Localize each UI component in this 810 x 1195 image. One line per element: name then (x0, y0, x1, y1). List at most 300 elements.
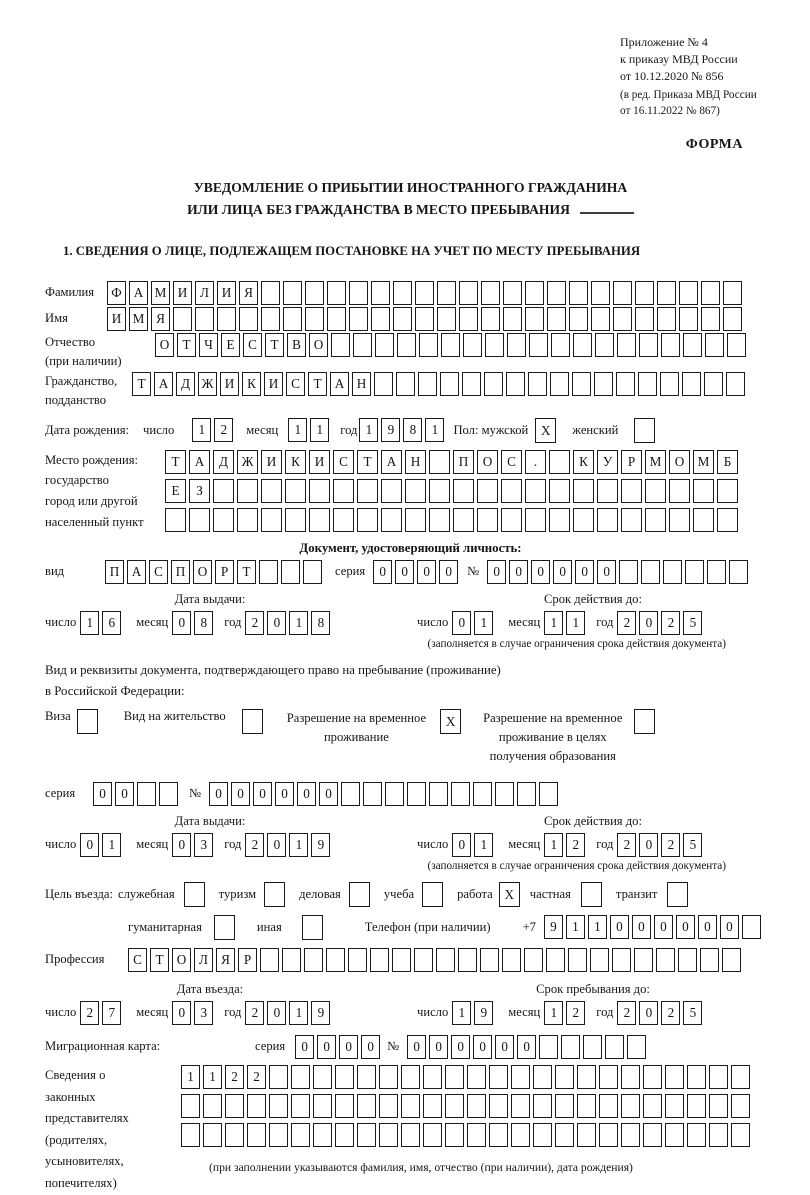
char-box[interactable]: 0 (395, 560, 414, 584)
char-box[interactable] (283, 281, 302, 305)
char-box[interactable] (357, 508, 378, 532)
purpose-tourism-checkbox[interactable] (264, 882, 285, 907)
char-box[interactable] (423, 1123, 442, 1147)
char-box[interactable] (282, 948, 301, 972)
char-box[interactable]: Я (216, 948, 235, 972)
char-box[interactable] (385, 782, 404, 806)
char-box[interactable]: О (309, 333, 328, 357)
char-box[interactable] (353, 333, 372, 357)
char-box[interactable] (381, 479, 402, 503)
char-box[interactable] (159, 782, 178, 806)
char-box[interactable] (555, 1094, 574, 1118)
char-box[interactable] (549, 508, 570, 532)
char-box[interactable] (357, 479, 378, 503)
char-box[interactable]: 3 (194, 833, 213, 857)
char-box[interactable] (529, 333, 548, 357)
char-box[interactable] (261, 479, 282, 503)
char-box[interactable]: 0 (452, 833, 471, 857)
char-box[interactable] (327, 307, 346, 331)
char-box[interactable]: Т (132, 372, 151, 396)
char-box[interactable]: 0 (575, 560, 594, 584)
char-box[interactable]: Т (237, 560, 256, 584)
char-box[interactable] (717, 479, 738, 503)
char-box[interactable] (335, 1123, 354, 1147)
char-box[interactable] (722, 948, 741, 972)
char-box[interactable] (281, 560, 300, 584)
char-box[interactable] (727, 333, 746, 357)
purpose-study-checkbox[interactable] (422, 882, 443, 907)
char-box[interactable] (484, 372, 503, 396)
char-box[interactable]: А (189, 450, 210, 474)
char-box[interactable] (663, 560, 682, 584)
char-box[interactable] (621, 1094, 640, 1118)
char-box[interactable] (511, 1065, 530, 1089)
char-box[interactable]: Я (151, 307, 170, 331)
char-box[interactable]: 2 (225, 1065, 244, 1089)
char-box[interactable]: 2 (661, 833, 680, 857)
char-box[interactable]: П (105, 560, 124, 584)
char-box[interactable]: 0 (407, 1035, 426, 1059)
char-box[interactable]: А (154, 372, 173, 396)
char-box[interactable]: 1 (289, 1001, 308, 1025)
char-box[interactable] (549, 479, 570, 503)
char-box[interactable]: 0 (487, 560, 506, 584)
char-box[interactable] (731, 1065, 750, 1089)
char-box[interactable]: И (261, 450, 282, 474)
char-box[interactable] (349, 281, 368, 305)
char-box[interactable] (371, 307, 390, 331)
char-box[interactable] (597, 479, 618, 503)
char-box[interactable]: 1 (289, 833, 308, 857)
char-box[interactable] (641, 560, 660, 584)
char-box[interactable] (525, 508, 546, 532)
char-box[interactable] (489, 1123, 508, 1147)
char-box[interactable]: Ф (107, 281, 126, 305)
char-box[interactable] (137, 782, 156, 806)
char-box[interactable]: 1 (452, 1001, 471, 1025)
char-box[interactable] (436, 948, 455, 972)
char-box[interactable] (247, 1094, 266, 1118)
char-box[interactable] (445, 1123, 464, 1147)
char-box[interactable] (283, 307, 302, 331)
char-box[interactable] (555, 1123, 574, 1147)
char-box[interactable] (665, 1123, 684, 1147)
char-box[interactable]: 0 (115, 782, 134, 806)
char-box[interactable] (379, 1123, 398, 1147)
char-box[interactable]: С (243, 333, 262, 357)
char-box[interactable] (595, 333, 614, 357)
char-box[interactable]: Р (238, 948, 257, 972)
char-box[interactable] (225, 1094, 244, 1118)
char-box[interactable] (181, 1123, 200, 1147)
char-box[interactable]: 0 (429, 1035, 448, 1059)
char-box[interactable] (573, 508, 594, 532)
char-box[interactable] (429, 782, 448, 806)
char-box[interactable]: 1 (288, 418, 307, 442)
char-box[interactable]: 0 (231, 782, 250, 806)
char-box[interactable] (247, 1123, 266, 1147)
char-box[interactable]: 0 (654, 915, 673, 939)
char-box[interactable] (679, 281, 698, 305)
char-box[interactable] (495, 782, 514, 806)
char-box[interactable] (546, 948, 565, 972)
char-box[interactable] (370, 948, 389, 972)
char-box[interactable]: И (309, 450, 330, 474)
char-box[interactable] (665, 1094, 684, 1118)
char-box[interactable] (617, 333, 636, 357)
char-box[interactable] (381, 508, 402, 532)
char-box[interactable] (451, 782, 470, 806)
char-box[interactable]: 1 (80, 611, 99, 635)
char-box[interactable] (547, 281, 566, 305)
char-box[interactable]: 0 (517, 1035, 536, 1059)
char-box[interactable] (729, 560, 748, 584)
char-box[interactable]: 1 (289, 611, 308, 635)
char-box[interactable] (261, 281, 280, 305)
char-box[interactable]: Л (194, 948, 213, 972)
char-box[interactable]: 0 (720, 915, 739, 939)
char-box[interactable]: 2 (245, 1001, 264, 1025)
char-box[interactable] (480, 948, 499, 972)
char-box[interactable] (291, 1065, 310, 1089)
char-box[interactable]: 2 (566, 833, 585, 857)
char-box[interactable] (616, 372, 635, 396)
purpose-work-checkbox[interactable]: X (499, 882, 520, 907)
char-box[interactable] (693, 479, 714, 503)
char-box[interactable] (225, 1123, 244, 1147)
char-box[interactable] (613, 307, 632, 331)
char-box[interactable] (525, 307, 544, 331)
char-box[interactable] (590, 948, 609, 972)
char-box[interactable]: И (220, 372, 239, 396)
char-box[interactable] (363, 782, 382, 806)
char-box[interactable] (701, 281, 720, 305)
char-box[interactable] (357, 1123, 376, 1147)
char-box[interactable]: 2 (617, 833, 636, 857)
char-box[interactable] (707, 560, 726, 584)
char-box[interactable] (396, 372, 415, 396)
char-box[interactable]: 1 (359, 418, 378, 442)
char-box[interactable] (503, 281, 522, 305)
char-box[interactable]: Ж (198, 372, 217, 396)
char-box[interactable] (573, 479, 594, 503)
char-box[interactable] (568, 948, 587, 972)
char-box[interactable] (481, 307, 500, 331)
char-box[interactable] (437, 281, 456, 305)
sex-female-checkbox[interactable] (634, 418, 655, 443)
char-box[interactable]: К (573, 450, 594, 474)
char-box[interactable] (305, 307, 324, 331)
char-box[interactable]: 2 (617, 611, 636, 635)
char-box[interactable]: 5 (683, 611, 702, 635)
char-box[interactable] (477, 508, 498, 532)
char-box[interactable] (313, 1094, 332, 1118)
char-box[interactable]: 0 (451, 1035, 470, 1059)
char-box[interactable] (414, 948, 433, 972)
char-box[interactable]: 1 (566, 915, 585, 939)
char-box[interactable] (524, 948, 543, 972)
char-box[interactable]: Е (165, 479, 186, 503)
char-box[interactable]: Ж (237, 450, 258, 474)
char-box[interactable]: 0 (295, 1035, 314, 1059)
char-box[interactable]: У (597, 450, 618, 474)
char-box[interactable] (392, 948, 411, 972)
char-box[interactable]: Ч (199, 333, 218, 357)
char-box[interactable]: 0 (317, 1035, 336, 1059)
char-box[interactable] (591, 307, 610, 331)
char-box[interactable]: Е (221, 333, 240, 357)
char-box[interactable] (693, 508, 714, 532)
char-box[interactable] (638, 372, 657, 396)
char-box[interactable] (525, 479, 546, 503)
char-box[interactable] (239, 307, 258, 331)
char-box[interactable] (285, 508, 306, 532)
char-box[interactable] (423, 1094, 442, 1118)
char-box[interactable] (357, 1094, 376, 1118)
char-box[interactable] (261, 307, 280, 331)
char-box[interactable] (657, 307, 676, 331)
char-box[interactable] (533, 1065, 552, 1089)
char-box[interactable] (291, 1094, 310, 1118)
char-box[interactable]: 0 (509, 560, 528, 584)
char-box[interactable]: 0 (639, 833, 658, 857)
char-box[interactable]: 2 (247, 1065, 266, 1089)
purpose-other-checkbox[interactable] (302, 915, 323, 940)
char-box[interactable] (687, 1123, 706, 1147)
char-box[interactable] (572, 372, 591, 396)
char-box[interactable]: 0 (267, 833, 286, 857)
char-box[interactable] (437, 307, 456, 331)
char-box[interactable] (459, 281, 478, 305)
char-box[interactable]: 1 (474, 611, 493, 635)
char-box[interactable] (643, 1065, 662, 1089)
char-box[interactable] (333, 508, 354, 532)
char-box[interactable]: Р (621, 450, 642, 474)
char-box[interactable]: 1 (310, 418, 329, 442)
char-box[interactable] (569, 281, 588, 305)
char-box[interactable] (165, 508, 186, 532)
char-box[interactable]: В (287, 333, 306, 357)
char-box[interactable]: 7 (102, 1001, 121, 1025)
char-box[interactable] (547, 307, 566, 331)
char-box[interactable]: 1 (588, 915, 607, 939)
char-box[interactable]: . (525, 450, 546, 474)
char-box[interactable]: 0 (267, 611, 286, 635)
purpose-transit-checkbox[interactable] (667, 882, 688, 907)
char-box[interactable] (401, 1094, 420, 1118)
char-box[interactable] (705, 333, 724, 357)
char-box[interactable] (528, 372, 547, 396)
char-box[interactable] (731, 1123, 750, 1147)
char-box[interactable] (401, 1065, 420, 1089)
char-box[interactable] (723, 281, 742, 305)
char-box[interactable] (453, 479, 474, 503)
char-box[interactable] (717, 508, 738, 532)
visa-checkbox[interactable] (77, 709, 98, 734)
char-box[interactable] (551, 333, 570, 357)
char-box[interactable]: 0 (639, 611, 658, 635)
char-box[interactable] (599, 1094, 618, 1118)
char-box[interactable] (393, 307, 412, 331)
char-box[interactable] (173, 307, 192, 331)
edu-permit-checkbox[interactable] (634, 709, 655, 734)
char-box[interactable] (605, 1035, 624, 1059)
char-box[interactable]: А (127, 560, 146, 584)
char-box[interactable]: П (453, 450, 474, 474)
char-box[interactable] (549, 450, 570, 474)
char-box[interactable] (213, 508, 234, 532)
char-box[interactable]: 0 (297, 782, 316, 806)
char-box[interactable] (462, 372, 481, 396)
char-box[interactable] (313, 1123, 332, 1147)
char-box[interactable] (401, 1123, 420, 1147)
char-box[interactable] (507, 333, 526, 357)
char-box[interactable] (269, 1094, 288, 1118)
char-box[interactable]: 0 (339, 1035, 358, 1059)
char-box[interactable]: О (155, 333, 174, 357)
char-box[interactable] (335, 1065, 354, 1089)
char-box[interactable] (506, 372, 525, 396)
char-box[interactable]: С (128, 948, 147, 972)
char-box[interactable] (327, 281, 346, 305)
char-box[interactable]: 1 (544, 833, 563, 857)
purpose-humanitarian-checkbox[interactable] (214, 915, 235, 940)
char-box[interactable] (393, 281, 412, 305)
char-box[interactable]: 0 (597, 560, 616, 584)
char-box[interactable] (687, 1094, 706, 1118)
char-box[interactable] (467, 1094, 486, 1118)
char-box[interactable]: Н (352, 372, 371, 396)
purpose-private-checkbox[interactable] (581, 882, 602, 907)
char-box[interactable]: 0 (698, 915, 717, 939)
char-box[interactable]: 9 (311, 833, 330, 857)
char-box[interactable]: С (286, 372, 305, 396)
char-box[interactable]: 8 (311, 611, 330, 635)
char-box[interactable]: М (645, 450, 666, 474)
char-box[interactable] (379, 1094, 398, 1118)
char-box[interactable]: 0 (473, 1035, 492, 1059)
char-box[interactable]: А (381, 450, 402, 474)
char-box[interactable]: 0 (209, 782, 228, 806)
char-box[interactable]: С (333, 450, 354, 474)
char-box[interactable] (742, 915, 761, 939)
char-box[interactable]: 1 (474, 833, 493, 857)
char-box[interactable]: И (107, 307, 126, 331)
char-box[interactable]: 0 (610, 915, 629, 939)
char-box[interactable] (203, 1123, 222, 1147)
char-box[interactable]: Я (239, 281, 258, 305)
char-box[interactable] (445, 1094, 464, 1118)
char-box[interactable] (635, 307, 654, 331)
char-box[interactable] (503, 307, 522, 331)
char-box[interactable] (583, 1035, 602, 1059)
char-box[interactable] (701, 307, 720, 331)
char-box[interactable] (656, 948, 675, 972)
char-box[interactable] (669, 479, 690, 503)
char-box[interactable] (569, 307, 588, 331)
char-box[interactable] (669, 508, 690, 532)
char-box[interactable] (539, 1035, 558, 1059)
char-box[interactable]: 0 (531, 560, 550, 584)
char-box[interactable]: С (149, 560, 168, 584)
sex-male-checkbox[interactable]: X (535, 418, 556, 443)
char-box[interactable]: 0 (417, 560, 436, 584)
char-box[interactable] (213, 479, 234, 503)
char-box[interactable]: А (330, 372, 349, 396)
char-box[interactable]: Т (265, 333, 284, 357)
char-box[interactable] (679, 307, 698, 331)
char-box[interactable] (195, 307, 214, 331)
char-box[interactable]: 1 (425, 418, 444, 442)
char-box[interactable] (458, 948, 477, 972)
char-box[interactable] (539, 782, 558, 806)
char-box[interactable] (501, 508, 522, 532)
char-box[interactable]: О (172, 948, 191, 972)
char-box[interactable] (445, 1065, 464, 1089)
char-box[interactable] (374, 372, 393, 396)
char-box[interactable]: 0 (553, 560, 572, 584)
char-box[interactable] (397, 333, 416, 357)
char-box[interactable]: 1 (192, 418, 211, 442)
char-box[interactable] (333, 479, 354, 503)
char-box[interactable]: Н (405, 450, 426, 474)
char-box[interactable] (687, 1065, 706, 1089)
char-box[interactable] (591, 281, 610, 305)
char-box[interactable] (594, 372, 613, 396)
char-box[interactable]: З (189, 479, 210, 503)
char-box[interactable]: 0 (639, 1001, 658, 1025)
char-box[interactable] (485, 333, 504, 357)
char-box[interactable]: О (669, 450, 690, 474)
char-box[interactable] (303, 560, 322, 584)
char-box[interactable] (341, 782, 360, 806)
residence-permit-checkbox[interactable] (242, 709, 263, 734)
char-box[interactable]: 3 (194, 1001, 213, 1025)
char-box[interactable] (511, 1123, 530, 1147)
char-box[interactable] (429, 479, 450, 503)
char-box[interactable] (357, 1065, 376, 1089)
char-box[interactable]: 0 (172, 1001, 191, 1025)
char-box[interactable]: 1 (181, 1065, 200, 1089)
char-box[interactable]: 1 (544, 611, 563, 635)
char-box[interactable] (237, 508, 258, 532)
char-box[interactable] (599, 1123, 618, 1147)
char-box[interactable] (285, 479, 306, 503)
char-box[interactable] (731, 1094, 750, 1118)
char-box[interactable] (621, 1123, 640, 1147)
char-box[interactable] (419, 333, 438, 357)
char-box[interactable] (415, 281, 434, 305)
char-box[interactable] (326, 948, 345, 972)
char-box[interactable] (459, 307, 478, 331)
char-box[interactable] (305, 281, 324, 305)
char-box[interactable]: Р (215, 560, 234, 584)
char-box[interactable] (371, 281, 390, 305)
char-box[interactable]: М (693, 450, 714, 474)
char-box[interactable] (189, 508, 210, 532)
char-box[interactable] (489, 1065, 508, 1089)
char-box[interactable] (621, 479, 642, 503)
char-box[interactable] (463, 333, 482, 357)
char-box[interactable] (661, 333, 680, 357)
char-box[interactable] (511, 1094, 530, 1118)
char-box[interactable]: И (264, 372, 283, 396)
char-box[interactable] (700, 948, 719, 972)
char-box[interactable]: 0 (495, 1035, 514, 1059)
char-box[interactable] (645, 479, 666, 503)
char-box[interactable]: 5 (683, 1001, 702, 1025)
char-box[interactable] (683, 333, 702, 357)
